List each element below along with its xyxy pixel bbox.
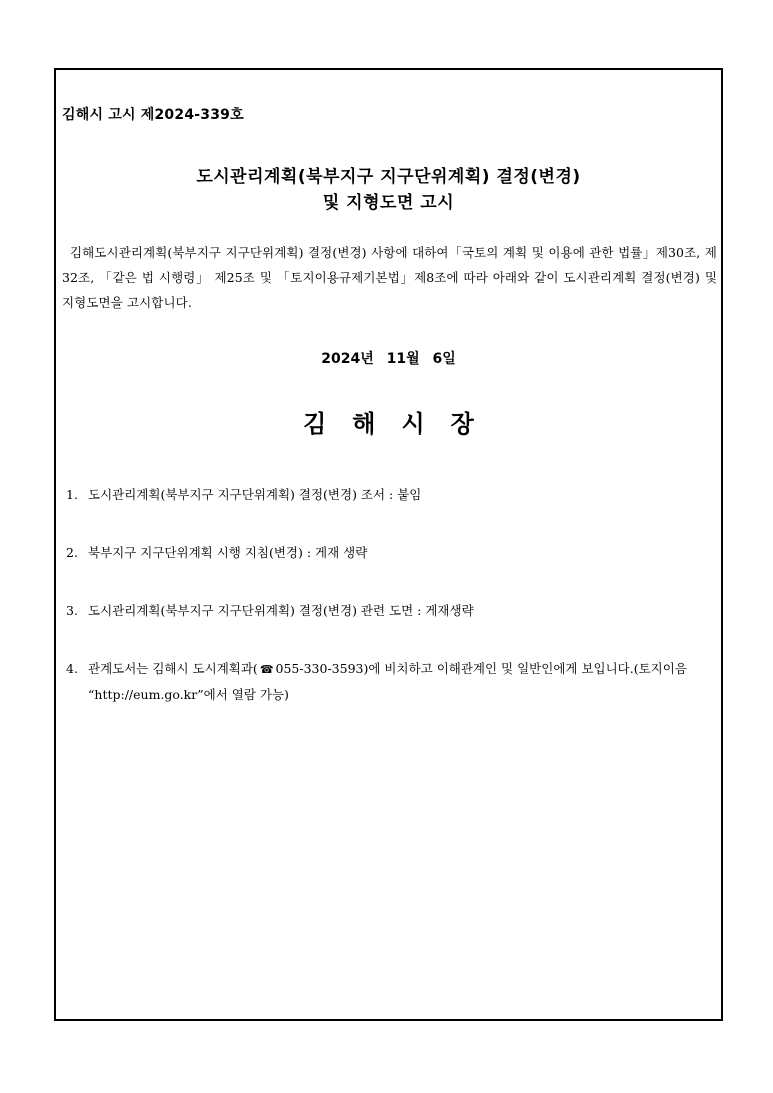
item-number: 2. [66,545,78,560]
item-text [66,656,718,707]
list-item [66,540,718,565]
notice-frame [54,68,723,1021]
telephone-icon: ☎ [259,663,274,676]
item-text: 도시관리계획(북부지구 지구단위계획) 결정(변경) 조서 : 붙임 [88,487,422,502]
list-item [66,656,718,707]
notice-title-line2: 및 지형도면 고시 [322,193,455,213]
phone-number: 055-330-3593 [275,661,364,676]
list-item [66,598,718,623]
notice-date: 2024년 11월 6일 [321,351,456,367]
item-text: 도시관리계획(북부지구 지구단위계획) 결정(변경) 관련 도면 : 게재생략 [88,603,474,618]
item-text-after: )에 비치하고 이해관계인 및 일반인에게 보입니다.(토지이음 “http://eum.go.kr”에서 열람 가능) [88,661,687,702]
notice-title-line1: 도시관리계획(북부지구 지구단위계획) 결정(변경) [196,167,581,187]
item-text-before: 관계도서는 김해시 도시계획과( [88,661,258,676]
notice-body [62,240,717,315]
item-number: 4. [66,661,78,676]
notice-number: 김해시 고시 제2024-339호 [62,107,244,123]
issuer-name: 김해시장 [303,410,500,438]
list-item [66,482,718,507]
notice-body-text: 김해도시관리계획(북부지구 지구단위계획) 결정(변경) 사항에 대하여「국토의 계획 및 이용에 관한 법률」제30조, 제32조, 「같은 법 시행령」 제25조 및 「토지이용규제기본법」제8조에 따라 아래와 같이 도시관리계획 결정(변경) 및 지형도면을 고시합니다. [62,245,717,310]
item-text: 북부지구 지구단위계획 시행 지침(변경) : 게재 생략 [88,545,368,560]
item-number: 1. [66,487,78,502]
item-number: 3. [66,603,78,618]
